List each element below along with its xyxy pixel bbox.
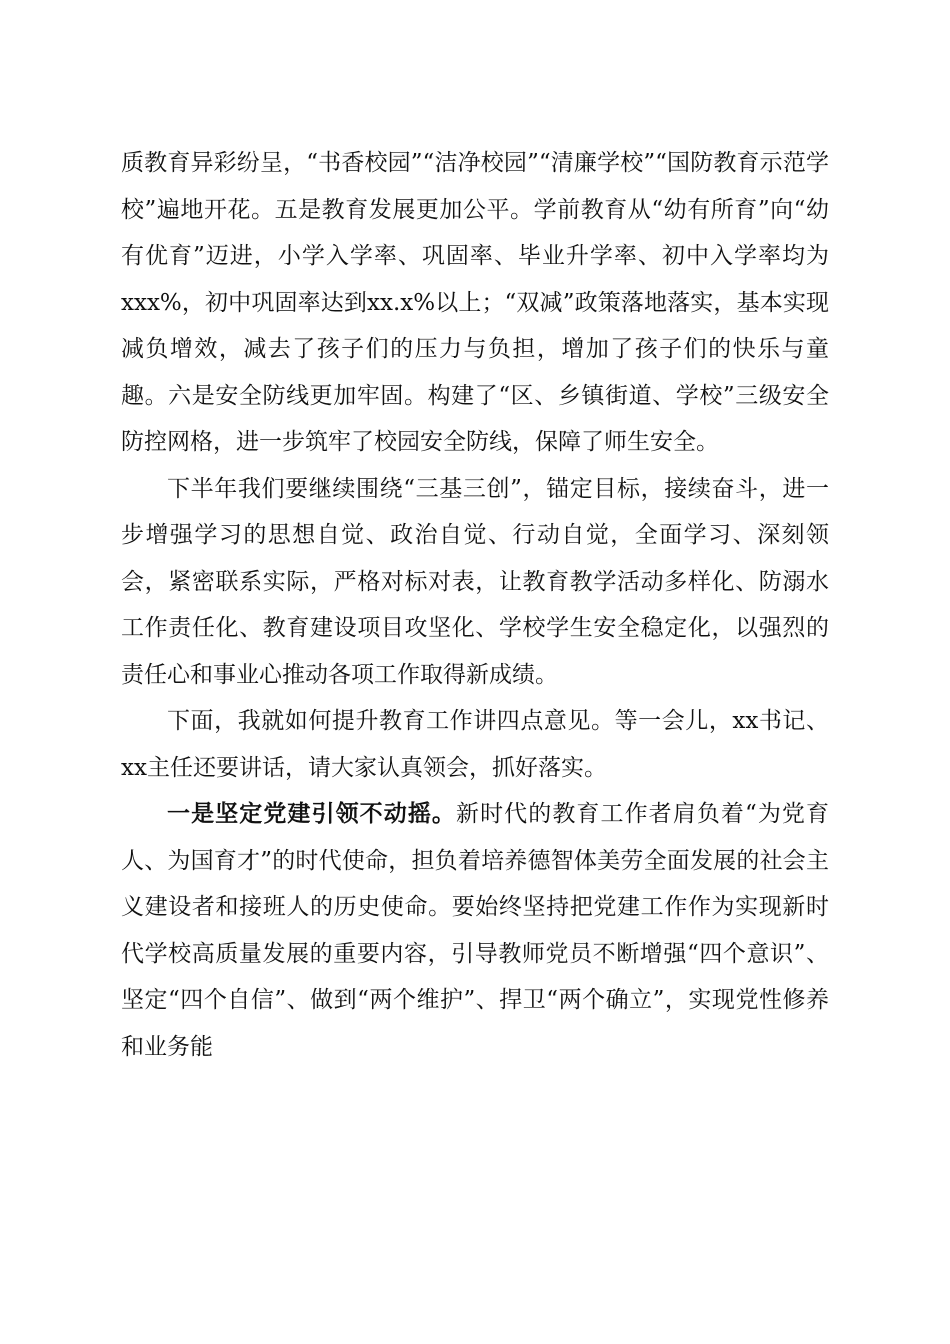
paragraph-achievements: 质教育异彩纷呈，“书香校园”“洁净校园”“清廉学校”“国防教育示范学校”遍地开花。五是教育发展更加公平。学前教育从“幼有所育”向“幼有优育”迈进，小学入学率、巩固率、毕业升学率、初中入学率均为xxx%，初中巩固率达到xx.x%以上；“双减”政策落地落实，基本实现减负增效，减去了孩子们的压力与负担，增加了孩子们的快乐与童趣。六是安全防线更加牢固。构建了“区、乡镇街道、学校”三级安全防控网格，进一步筑牢了校园安全防线，保障了师生安全。: [121, 150, 829, 455]
document-body: [121, 140, 829, 1070]
paragraph-second-half-plan: 下半年我们要继续围绕“三基三创”，锚定目标，接续奋斗，进一步增强学习的思想自觉、政治自觉、行动自觉，全面学习、深刻领会，紧密联系实际，严格对标对表，让教育教学活动多样化、防溺水工作责任化、教育建设项目攻坚化、学校学生安全稳定化，以强烈的责任心和事业心推动各项工作取得新成绩。: [121, 475, 829, 688]
paragraph-heading-bold: 一是坚定党建引领不动摇。: [167, 800, 456, 827]
paragraph-four-opinions-intro: 下面，我就如何提升教育工作讲四点意见。等一会儿，xx书记、xx主任还要讲话，请大家认真领会，抓好落实。: [121, 708, 829, 781]
paragraph-body-text: 新时代的教育工作者肩负着“为党育人、为国育才”的时代使命，担负着培养德智体美劳全面发展的社会主义建设者和接班人的历史使命。要始终坚持把党建工作作为实现新时代学校高质量发展的重要内容，引导教师党员不断增强“四个意识”、坚定“四个自信”、做到“两个维护”、捍卫“两个确立”，实现党性修养和业务能: [121, 801, 829, 1060]
paragraph-party-leadership: [121, 791, 829, 1070]
